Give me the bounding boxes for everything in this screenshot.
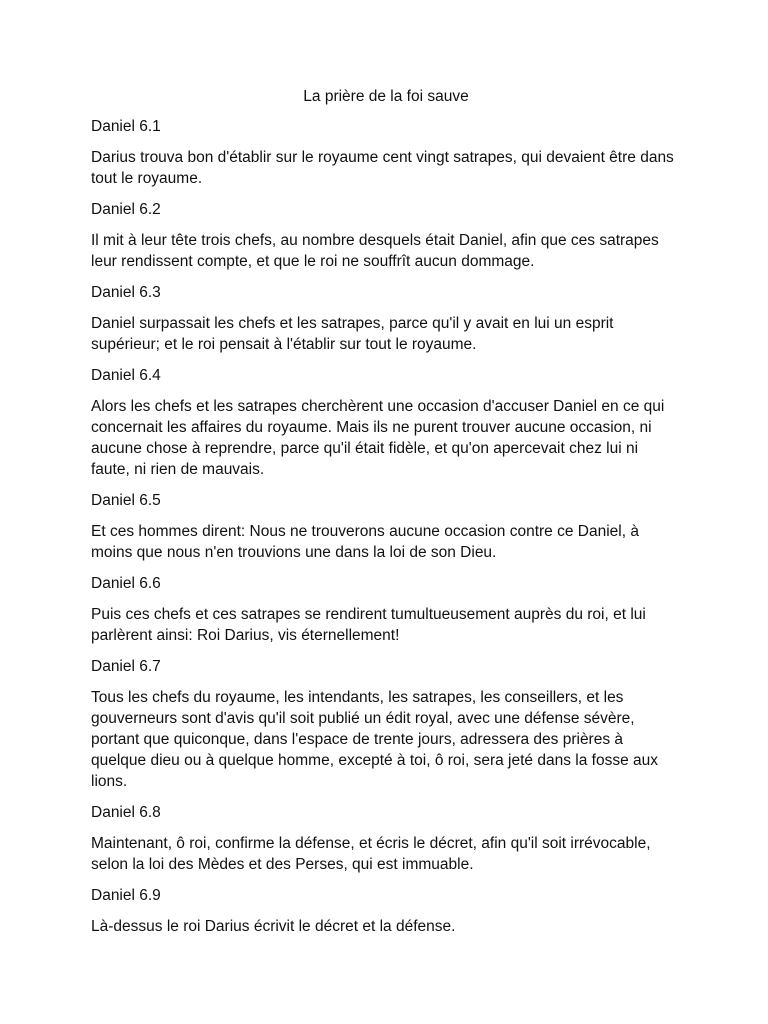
verse-ref: Daniel 6.9 [91, 887, 161, 904]
verse-text: Daniel surpassait les chefs et les satrapes, parce qu'il y avait en lui un esprit supérieur; et le roi pensait à l'établir sur tout le royaume. [91, 315, 614, 353]
verse-text: Là-dessus le roi Darius écrivit le décret et la défense. [91, 918, 456, 935]
verse-text: Darius trouva bon d'établir sur le royaume cent vingt satrapes, qui devaient être dans tout le royaume. [91, 149, 674, 187]
verse-ref: Daniel 6.6 [91, 575, 161, 592]
verse-text: Alors les chefs et les satrapes cherchèrent une occasion d'accuser Daniel en ce qui concernait les affaires du royaume. Mais ils ne purent trouver aucune occasion, ni aucune chose à reprendre, parce qu'il était fidèle, et qu'on apercevait chez lui ni faute, ni rien de mauvais. [91, 398, 665, 478]
verse-ref: Daniel 6.3 [91, 284, 161, 301]
document-page [91, 86, 681, 947]
verse-ref: Daniel 6.4 [91, 367, 161, 384]
verse-text: Il mit à leur tête trois chefs, au nombre desquels était Daniel, afin que ces satrapes leur rendissent compte, et que le roi ne souffrît aucun dommage. [91, 232, 659, 270]
verse-text: Puis ces chefs et ces satrapes se rendirent tumultueusement auprès du roi, et lui parlèrent ainsi: Roi Darius, vis éternellement! [91, 606, 646, 644]
verse-ref: Daniel 6.8 [91, 804, 161, 821]
verse-text: Et ces hommes dirent: Nous ne trouverons aucune occasion contre ce Daniel, à moins que nous n'en trouvions une dans la loi de son Dieu. [91, 523, 639, 561]
verse-ref: Daniel 6.1 [91, 118, 161, 135]
verse-ref: Daniel 6.5 [91, 492, 161, 509]
verse-ref: Daniel 6.2 [91, 201, 161, 218]
document-title: La prière de la foi sauve [303, 88, 469, 105]
verse-text: Maintenant, ô roi, confirme la défense, et écris le décret, afin qu'il soit irrévocable, selon la loi des Mèdes et des Perses, qui est immuable. [91, 835, 651, 873]
verse-text: Tous les chefs du royaume, les intendants, les satrapes, les conseillers, et les gouverneurs sont d'avis qu'il soit publié un édit royal, avec une défense sévère, portant que quiconque, dans l'espace de trente jours, adressera des prières à quelque dieu ou à quelque homme, excepté à toi, ô roi, sera jeté dans la fosse aux lions. [91, 689, 658, 790]
verse-ref: Daniel 6.7 [91, 658, 161, 675]
